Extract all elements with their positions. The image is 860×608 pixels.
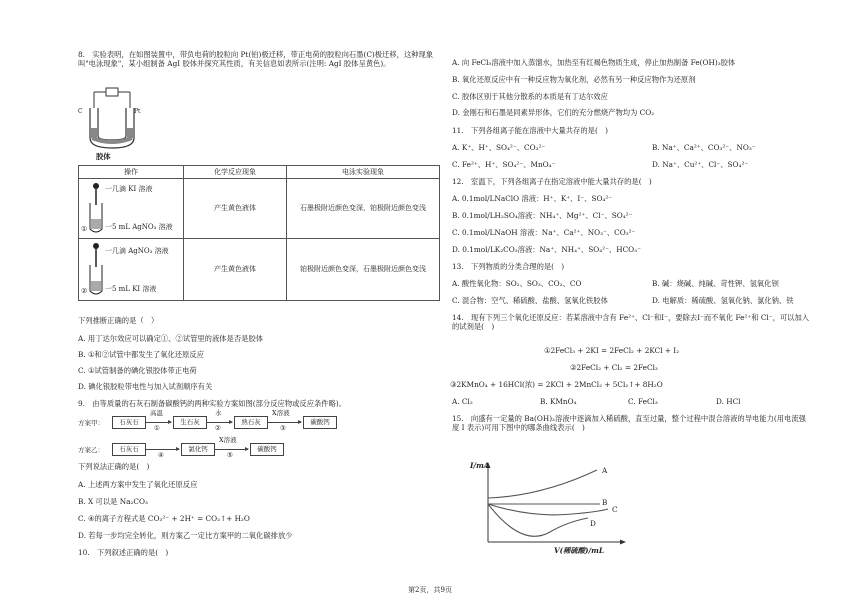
q13-option-a[interactable]: A. 酸性氧化物：SO₂、SO₃、CO₂、CO [452, 279, 582, 288]
row1-bottom-label: 一5 mL AgNO₃ 溶液 [105, 223, 173, 231]
q14-stem: 14. 现有下列三个氧化还原反应：若某溶液中含有 Fe²⁺、Cl⁻和I⁻，要除去I⁻而不氧化 Fe²⁺和 Cl⁻，可以加入的试剂是( ) [452, 313, 810, 332]
curve-label-a: A [602, 466, 608, 475]
plan-a-box: 碳酸钙 [303, 416, 337, 429]
q9-stem: 9. 由等质量的石灰石制备碳酸钙的两种实验方案如图(部分反应物或反应条件略)。 [78, 399, 347, 408]
q11-option-b[interactable]: B. Na⁺、Ca²⁺、CO₃²⁻、NO₃⁻ [652, 143, 756, 152]
q13-option-c[interactable]: C. 混合物：空气、稀硫酸、盐酸、氢氧化铁胶体 [452, 296, 608, 305]
q14-option-b[interactable]: B. KMnO₄ [540, 397, 577, 406]
q8-option-b[interactable]: B. ①和②试管中都发生了氧化还原反应 [78, 350, 204, 359]
q11-stem: 11. 下列各组离子能在溶液中大量共存的是( ) [452, 126, 608, 135]
table-header: 电泳实验现象 [287, 166, 440, 179]
apparatus-label-pt: Pt [134, 108, 141, 115]
plan-a-step: ③ [280, 424, 286, 432]
curve-label-b: B [602, 498, 608, 507]
q13-option-d[interactable]: D. 电解质：稀硫酸、氢氧化钠、氯化钠、铁 [652, 296, 794, 305]
q10-stem: 10. 下列叙述正确的是( ) [78, 548, 169, 557]
q8-experiment-table [78, 165, 440, 301]
q8-prompt: 下列推断正确的是（ ） [78, 316, 159, 325]
plan-a-box: 生石灰 [173, 416, 207, 429]
row2-top-label: 一几滴 AgNO₃ 溶液 [105, 247, 169, 255]
q12-option-d[interactable]: D. 0.1mol/LK₂CO₃溶液：Na⁺、NH₄⁺、SO₄²⁻、HCO₃⁻ [452, 245, 641, 254]
plan-b-box: 碳酸钙 [250, 443, 284, 456]
electrophoresis-apparatus-diagram [82, 86, 142, 158]
plan-a-step: ② [215, 424, 221, 432]
plan-a-arrow-label: X溶液 [272, 409, 290, 417]
q12-stem: 12. 室温下，下列各组离子在指定溶液中能大量共存的是( ) [452, 177, 652, 186]
operation-cell [79, 239, 184, 301]
graph-ylabel: I/mA [470, 461, 490, 470]
q15-stem: 15. 向盛有一定量的 Ba(OH)₂溶液中逐滴加入稀硫酸，直至过量，整个过程中混合溶液的导电能力(用电流强度 I 表示)可用下图中的哪条曲线表示( ) [452, 414, 806, 433]
q10-option-b[interactable]: B. 氧化还原反应中有一种反应物为氧化剂，必然有另一种反应物作为还原剂 [452, 75, 696, 84]
q14-option-d[interactable]: D. HCl [716, 397, 741, 406]
plan-a-box: 石灰石 [112, 416, 146, 429]
q10-option-d[interactable]: D. 金刚石和石墨是同素异形体，它们的充分燃烧产物均为 CO₂ [452, 108, 655, 117]
plan-b-step: ⑤ [227, 451, 233, 459]
reaction-cell: 产生黄色液体 [184, 239, 287, 301]
plan-a-box: 熟石灰 [234, 416, 268, 429]
electrophoresis-cell: 石墨极附近颜色变深，铂极附近颜色变浅 [287, 179, 440, 239]
q14-equation-1: ①2FeCl₃ + 2KI = 2FeCl₂ + 2KCl + I₂ [544, 346, 680, 355]
plan-a-label: 方案甲： [78, 419, 104, 427]
table-row [79, 179, 440, 239]
table-header: 化学反应现象 [184, 166, 287, 179]
q11-option-a[interactable]: A. K⁺、H⁺、SO₄²⁻、CO₃²⁻ [452, 143, 546, 152]
q14-equation-2: ②2FeCl₂ + Cl₂ = 2FeCl₃ [570, 363, 658, 372]
q8-stem: 8. 实验表明，在如图装置中，带负电荷的胶粒向 Pt(铂)极迁移，带正电荷的胶粒向石墨(C)极迁移，这种现象叫"电泳现象"，某小组制备 AgI 胶体并探究其性质，有关信息如表所示(注明: AgI 胶体呈黄色)。 [78, 50, 434, 69]
plan-b-arrow-label: X溶液 [219, 436, 237, 444]
curve-label-d: D [590, 519, 596, 528]
q9-prompt: 下列说法正确的是( ) [78, 462, 150, 471]
q11-option-c[interactable]: C. Fe²⁺、H⁺、SO₄²⁻、MnO₄⁻ [452, 160, 556, 169]
q14-option-a[interactable]: A. Cl₂ [452, 397, 473, 406]
q12-option-a[interactable]: A. 0.1mol/LNaClO 溶液：H⁺、K⁺、I⁻、SO₄²⁻ [452, 194, 613, 203]
q14-option-c[interactable]: C. FeCl₃ [628, 397, 658, 406]
operation-cell [79, 179, 184, 239]
curve-label-c: C [612, 505, 618, 514]
plan-a-arrow-label: 水 [215, 409, 222, 417]
q8-option-d[interactable]: D. 碘化银胶粒带电性与加入试剂顺序有关 [78, 382, 213, 391]
row2-bottom-label: 一5 mL KI 溶液 [105, 285, 157, 293]
plan-b-step: ④ [158, 451, 164, 459]
table-header: 操作 [79, 166, 184, 179]
q14-equation-3: ③2KMnO₄ + 16HCl(浓) = 2KCl + 2MnCl₂ + 5Cl₂↑+ 8H₂O [450, 380, 663, 389]
q11-option-d[interactable]: D. Na⁺、Cu²⁺、Cl⁻、SO₄²⁻ [652, 160, 749, 169]
electrophoresis-cell: 铂极附近颜色变深，石墨极附近颜色变浅 [287, 239, 440, 301]
curve-c [488, 504, 608, 515]
q8-option-a[interactable]: A. 用丁达尔效应可以确定①、②试管里的液体是否是胶体 [78, 334, 264, 343]
plan-b-box: 石灰石 [112, 443, 146, 456]
q12-option-b[interactable]: B. 0.1mol/LH₂SO₄溶液：NH₄⁺、Mg²⁺、Cl⁻、SO₄²⁻ [452, 211, 633, 220]
q10-option-c[interactable]: C. 胶体区别于其他分散系的本质是有丁达尔效应 [452, 92, 608, 101]
curve-a [488, 470, 597, 498]
page-footer: 第2页，共9页 [408, 586, 452, 594]
plan-a-arrow-label: 高温 [150, 409, 163, 417]
q9-option-b[interactable]: B. X 可以是 Na₂CO₃ [78, 497, 148, 506]
q9-option-c[interactable]: C. ④的离子方程式是 CO₃²⁻ + 2H⁺ = CO₂↑+ H₂O [78, 514, 250, 523]
row2-num: ② [81, 287, 88, 295]
q13-option-b[interactable]: B. 碱：烧碱、纯碱、苛性钾、氢氧化钡 [652, 279, 779, 288]
q8-option-c[interactable]: C. ①试管制备的碘化银胶体带正电荷 [78, 366, 197, 375]
q13-stem: 13. 下列物质的分类合理的是( ) [452, 262, 565, 271]
q10-option-a[interactable]: A. 向 FeCl₃溶液中加入蒸馏水，加热至有红褐色物质生成，停止加热制备 Fe(OH)₃胶体 [452, 58, 736, 67]
q12-option-c[interactable]: C. 0.1mol/LNaOH 溶液：Na⁺、Ca²⁺、NO₃⁻、CO₃²⁻ [452, 228, 636, 237]
row1-top-label: 一几滴 KI 溶液 [105, 185, 153, 193]
plan-a-step: ① [154, 424, 160, 432]
plan-b-label: 方案乙： [78, 446, 104, 454]
reaction-cell: 产生黄色液体 [184, 179, 287, 239]
q9-option-a[interactable]: A. 上述两方案中发生了氧化还原反应 [78, 480, 198, 489]
row1-num: ① [81, 225, 88, 233]
graph-xlabel: V(稀硫酸)/mL [554, 546, 604, 555]
apparatus-label-c: C [78, 108, 83, 115]
q9-option-d[interactable]: D. 若每一步均完全转化，则方案乙一定比方案甲的二氧化碳排放少 [78, 531, 293, 540]
plan-b-box: 氯化钙 [181, 443, 215, 456]
apparatus-label-colloid: 胶体 [96, 152, 111, 161]
table-row [79, 239, 440, 301]
